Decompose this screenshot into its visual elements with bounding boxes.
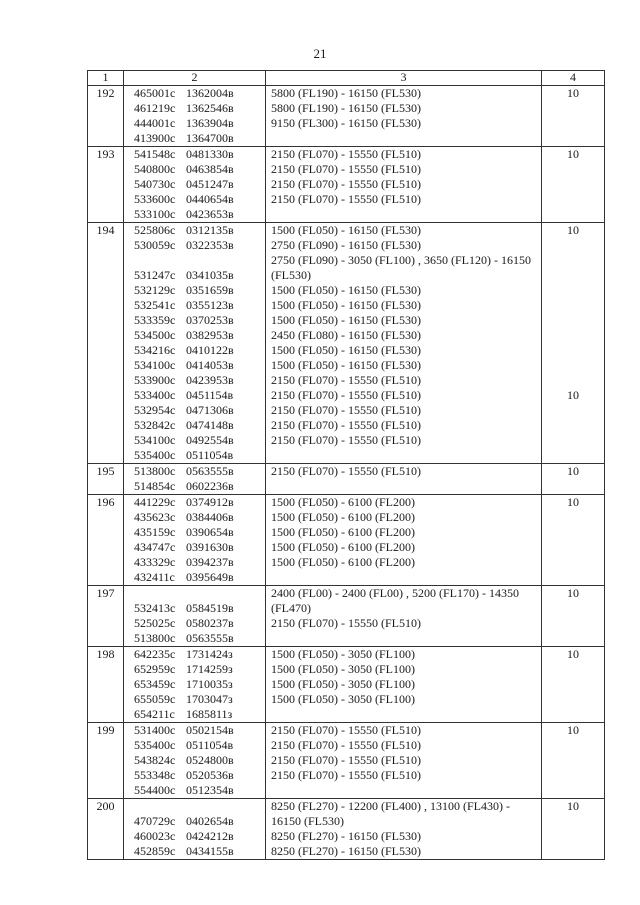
coordinate-pair [134,738,265,753]
note-value: 10 [567,223,579,237]
note-value [542,753,604,768]
latitude: 530059c [134,238,176,252]
flight-level-range [271,207,541,222]
coordinate-pair [134,86,265,101]
longitude: 0382953в [186,328,234,342]
coordinates-cell [124,799,266,860]
flight-level-range: 2150 (FL070) - 15550 (FL510) [271,192,421,206]
latitude: 534100c [134,358,176,372]
coordinate-pair [134,570,265,585]
note-value [542,116,604,131]
latitude: 444001c [134,116,176,130]
latitude: 533359c [134,313,176,327]
coordinate-pair [134,601,265,616]
page-number: 21 [313,46,327,61]
note-value [542,479,604,494]
coordinate-pair [134,358,265,373]
longitude: 0524800в [186,753,234,767]
longitude: 0424212в [186,829,234,843]
note-value [542,433,604,448]
flight-level-range: 2150 (FL070) - 15550 (FL510) [271,388,421,402]
coordinate-pair [134,192,265,207]
longitude: 0374912в [186,495,234,509]
longitude: 1362004в [186,86,234,100]
coordinate-pair [134,525,265,540]
latitude: 534100c [134,433,176,447]
flight-level-range: 2450 (FL080) - 16150 (FL530) [271,328,421,342]
header-col-2: 2 [124,71,266,86]
note-value [542,418,604,433]
flight-levels-cell [266,586,542,647]
coordinate-pair [134,768,265,783]
note-value [542,525,604,540]
flight-level-range: 2150 (FL070) - 15550 (FL510) [271,177,421,191]
note-cell [542,647,605,723]
note-value: 10 [567,86,579,100]
route-number: 197 [88,586,124,647]
note-value [542,101,604,116]
coordinates-cell [124,723,266,799]
latitude: 534216c [134,343,176,357]
latitude: 533900c [134,373,176,387]
flight-level-range [271,570,541,585]
flight-level-range: 2150 (FL070) - 15550 (FL510) [271,418,421,432]
coordinates-cell [124,586,266,647]
coordinates-cell [124,647,266,723]
latitude: 470729c [134,814,176,828]
note-value: 10 [567,586,579,600]
longitude: 0512354в [186,783,234,797]
longitude: 0312135в [186,223,234,237]
longitude: 0410122в [186,343,234,357]
longitude: 0395649в [186,570,234,584]
coordinate-pair [134,313,265,328]
longitude: 0471306в [186,403,234,417]
flight-level-range: 8250 (FL270) - 16150 (FL530) [271,844,421,858]
longitude: 0341035в [186,268,234,282]
flight-level-range: 2150 (FL070) - 15550 (FL510) [271,723,421,737]
table-row [88,586,605,647]
flight-level-range: 2150 (FL070) - 15550 (FL510) [271,753,421,767]
flight-levels-cell [266,799,542,860]
latitude: 461219c [134,101,176,115]
table-row [88,647,605,723]
note-value [542,540,604,555]
note-value [542,192,604,207]
spacer [134,253,265,268]
flight-level-range: 2150 (FL070) - 15550 (FL510) [271,147,421,161]
latitude: 532541c [134,298,176,312]
table-row [88,495,605,586]
coordinate-pair [134,373,265,388]
longitude: 0602236в [186,479,234,493]
longitude: 0520536в [186,768,234,782]
latitude: 465001c [134,86,176,100]
flight-level-range: 2150 (FL070) - 15550 (FL510) [271,403,421,417]
flight-level-range: 1500 (FL050) - 16150 (FL530) [271,313,421,327]
latitude: 525806c [134,223,176,237]
note-value: 10 [567,388,579,402]
note-cell [542,223,605,464]
coordinate-pair [134,388,265,403]
coordinate-pair [134,298,265,313]
latitude: 435159c [134,525,176,539]
route-number: 199 [88,723,124,799]
table-row [88,86,605,147]
longitude: 1710035з [186,677,233,691]
route-number: 193 [88,147,124,223]
flight-level-range: 2150 (FL070) - 15550 (FL510) [271,162,421,176]
note-value [542,707,604,722]
note-value [542,177,604,192]
flight-level-range: 2150 (FL070) - 15550 (FL510) [271,616,421,630]
flight-level-range: 1500 (FL050) - 16150 (FL530) [271,358,421,372]
longitude: 0580237в [186,616,234,630]
longitude: 0584519в [186,601,234,615]
latitude: 532413c [134,601,176,615]
flight-level-range: 2150 (FL070) - 15550 (FL510) [271,464,421,478]
coordinate-pair [134,147,265,162]
coordinate-pair [134,510,265,525]
note-value [542,162,604,177]
note-value [542,555,604,570]
note-value [542,844,604,859]
longitude: 0440654в [186,192,234,206]
latitude: 655059c [134,692,176,706]
longitude: 0394237в [186,555,234,569]
coordinate-pair [134,814,265,829]
coordinate-pair [134,207,265,222]
note-value [542,738,604,753]
route-number: 192 [88,86,124,147]
coordinate-pair [134,540,265,555]
note-value [542,373,604,388]
route-number: 196 [88,495,124,586]
coordinate-pair [134,723,265,738]
spacer [134,586,265,601]
longitude: 0463854в [186,162,234,176]
flight-level-range: 1500 (FL050) - 6100 (FL200) [271,525,415,539]
longitude: 0492554в [186,433,234,447]
latitude: 642235c [134,647,176,661]
note-value [542,358,604,373]
longitude: 0502154в [186,723,234,737]
latitude: 525025c [134,616,176,630]
flight-levels-cell [266,464,542,495]
note-cell [542,464,605,495]
flight-level-range: 1500 (FL050) - 3050 (FL100) [271,677,415,691]
route-number: 200 [88,799,124,860]
latitude: 535400c [134,738,176,752]
latitude: 532954c [134,403,176,417]
coordinates-cell [124,223,266,464]
longitude: 0390654в [186,525,234,539]
note-value [542,631,604,646]
coordinate-pair [134,662,265,677]
note-value: 10 [567,723,579,737]
coordinate-pair [134,223,265,238]
latitude: 513800c [134,631,176,645]
route-number: 195 [88,464,124,495]
latitude: 533400c [134,388,176,402]
note-value [542,238,604,253]
coordinate-pair [134,268,265,283]
latitude: 441229c [134,495,176,509]
table-row [88,799,605,860]
flight-level-range: 8250 (FL270) - 16150 (FL530) [271,829,421,843]
note-value [542,692,604,707]
latitude: 540730c [134,177,176,191]
coordinate-pair [134,403,265,418]
flight-level-range [271,631,541,646]
coordinate-pair [134,753,265,768]
latitude: 543824c [134,753,176,767]
flight-level-range [271,131,541,146]
flight-level-range: 1500 (FL050) - 16150 (FL530) [271,298,421,312]
flight-level-range: 1500 (FL050) - 3050 (FL100) [271,647,415,661]
latitude: 434747c [134,540,176,554]
latitude: 532129c [134,283,176,297]
flight-level-range: 2150 (FL070) - 15550 (FL510) [271,433,421,447]
coordinate-pair [134,692,265,707]
note-cell [542,86,605,147]
note-cell [542,723,605,799]
coordinate-pair [134,116,265,131]
longitude: 1714259з [186,662,233,676]
flight-level-range: 9150 (FL300) - 16150 (FL530) [271,116,421,130]
longitude: 1362546в [186,101,234,115]
coordinates-cell [124,464,266,495]
note-value [542,677,604,692]
latitude: 654211c [134,707,175,721]
longitude: 0355123в [186,298,234,312]
note-value [542,343,604,358]
latitude: 513800c [134,464,176,478]
flight-level-range: 1500 (FL050) - 6100 (FL200) [271,555,415,569]
latitude: 514854c [134,479,176,493]
latitude: 533600c [134,192,176,206]
flight-level-range [271,479,541,494]
flight-levels-cell [266,723,542,799]
longitude: 0351659в [186,283,234,297]
note-value [542,253,604,283]
flight-level-range: 5800 (FL190) - 16150 (FL530) [271,101,421,115]
note-value [542,448,604,463]
flight-level-range: 2750 (FL090) - 16150 (FL530) [271,238,421,252]
coordinate-pair [134,448,265,463]
note-value: 10 [567,647,579,661]
longitude: 0414053в [186,358,234,372]
note-value [542,131,604,146]
table-header-row [88,71,605,86]
longitude: 1731424з [186,647,233,661]
flight-level-range: 2150 (FL070) - 15550 (FL510) [271,738,421,752]
flight-levels-cell [266,495,542,586]
coordinate-pair [134,495,265,510]
latitude: 541548c [134,147,176,161]
flight-level-range: 2750 (FL090) - 3050 (FL100) , 3650 (FL120) - 16150 (FL530) [271,253,531,282]
flight-levels-cell [266,86,542,147]
flight-level-range: 1500 (FL050) - 16150 (FL530) [271,283,421,297]
longitude: 0474148в [186,418,234,432]
longitude: 0511054в [186,448,234,462]
coordinate-pair [134,433,265,448]
note-value [542,768,604,783]
coordinate-pair [134,238,265,253]
flight-level-range [271,448,541,463]
latitude: 533100c [134,207,176,221]
coordinates-cell [124,147,266,223]
header-col-3: 3 [266,71,542,86]
flight-level-range: 8250 (FL270) - 12200 (FL400) , 13100 (FL430) - 16150 (FL530) [271,799,510,828]
latitude: 433329c [134,555,176,569]
flight-level-range: 2150 (FL070) - 15550 (FL510) [271,373,421,387]
route-number: 194 [88,223,124,464]
coordinate-pair [134,101,265,116]
latitude: 653459c [134,677,176,691]
flight-level-range: 1500 (FL050) - 3050 (FL100) [271,692,415,706]
longitude: 0563555в [186,464,234,478]
spacer [134,799,265,814]
coordinate-pair [134,844,265,859]
route-number: 198 [88,647,124,723]
header-col-4: 4 [542,71,605,86]
longitude: 1364700в [186,131,234,145]
note-value [542,616,604,631]
longitude: 0391630в [186,540,234,554]
flight-level-range: 2150 (FL070) - 15550 (FL510) [271,768,421,782]
longitude: 0423653в [186,207,234,221]
longitude: 0511054в [186,738,234,752]
flight-level-range [271,783,541,798]
note-value [542,313,604,328]
latitude: 413900c [134,131,176,145]
note-value: 10 [567,799,579,813]
note-value: 10 [567,495,579,509]
coordinate-pair [134,479,265,494]
note-value [542,662,604,677]
longitude: 0451247в [186,177,234,191]
latitude: 534500c [134,328,176,342]
longitude: 0423953в [186,373,234,387]
longitude: 1703047з [186,692,233,706]
note-value [542,829,604,844]
flight-levels-cell [266,647,542,723]
coordinate-pair [134,162,265,177]
longitude: 0563555в [186,631,234,645]
coordinate-pair [134,829,265,844]
flight-levels-cell [266,147,542,223]
latitude: 531400c [134,723,176,737]
longitude: 0384406в [186,510,234,524]
flight-level-range: 1500 (FL050) - 16150 (FL530) [271,223,421,237]
header-col-1: 1 [88,71,124,86]
table-row [88,147,605,223]
latitude: 532842c [134,418,176,432]
longitude: 0434155в [186,844,234,858]
coordinate-pair [134,783,265,798]
longitude: 0451154в [186,388,234,402]
flight-level-range: 5800 (FL190) - 16150 (FL530) [271,86,421,100]
latitude: 460023c [134,829,176,843]
flight-level-range: 1500 (FL050) - 6100 (FL200) [271,495,415,509]
airspace-table [87,70,605,860]
table-row [88,464,605,495]
coordinate-pair [134,677,265,692]
note-value: 10 [567,147,579,161]
note-value [542,403,604,418]
longitude: 0402654в [186,814,234,828]
coordinates-cell [124,86,266,147]
flight-level-range: 2400 (FL00) - 2400 (FL00) , 5200 (FL170) - 14350 (FL470) [271,586,519,615]
flight-level-range: 1500 (FL050) - 6100 (FL200) [271,510,415,524]
table-row [88,723,605,799]
coordinate-pair [134,131,265,146]
note-value [542,207,604,222]
note-value [542,328,604,343]
coordinate-pair [134,631,265,646]
latitude: 554400c [134,783,176,797]
latitude: 531247c [134,268,176,282]
coordinate-pair [134,616,265,631]
coordinate-pair [134,464,265,479]
coordinate-pair [134,418,265,433]
longitude: 0481330в [186,147,234,161]
latitude: 535400c [134,448,176,462]
note-cell [542,586,605,647]
latitude: 432411c [134,570,175,584]
flight-level-range: 1500 (FL050) - 6100 (FL200) [271,540,415,554]
table-row [88,223,605,464]
note-value [542,298,604,313]
note-cell [542,495,605,586]
note-cell [542,799,605,860]
note-value [542,783,604,798]
latitude: 553348c [134,768,176,782]
coordinate-pair [134,343,265,358]
latitude: 652959c [134,662,176,676]
note-value: 10 [567,464,579,478]
flight-levels-cell [266,223,542,464]
longitude: 0322353в [186,238,234,252]
flight-level-range: 1500 (FL050) - 16150 (FL530) [271,343,421,357]
note-value [542,510,604,525]
coordinate-pair [134,707,265,722]
latitude: 540800c [134,162,176,176]
coordinate-pair [134,283,265,298]
note-value [542,570,604,585]
coordinates-cell [124,495,266,586]
flight-level-range: 1500 (FL050) - 3050 (FL100) [271,662,415,676]
coordinate-pair [134,328,265,343]
coordinate-pair [134,177,265,192]
latitude: 435623c [134,510,176,524]
flight-level-range [271,707,541,722]
coordinate-pair [134,555,265,570]
longitude: 0370253в [186,313,234,327]
coordinate-pair [134,647,265,662]
longitude: 1685811з [186,707,233,721]
note-value [542,283,604,298]
latitude: 452859c [134,844,176,858]
longitude: 1363904в [186,116,234,130]
note-cell [542,147,605,223]
